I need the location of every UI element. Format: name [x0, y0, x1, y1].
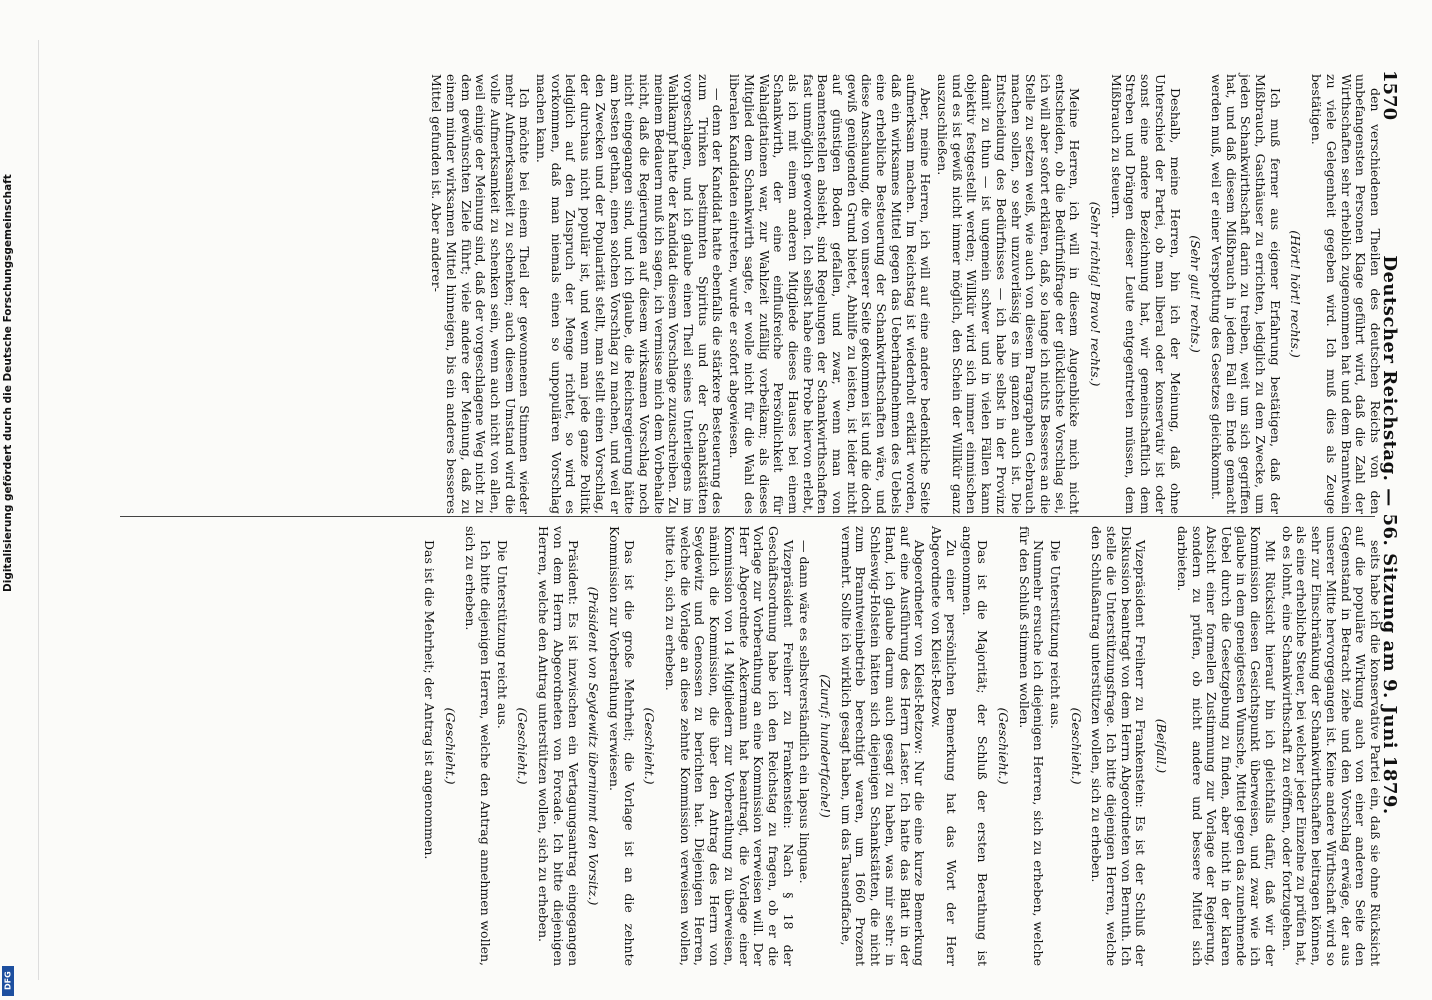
paragraph: Aber, meine Herren, ich will auf eine andere bedenkliche Seite aufmerksam machen. Im Reichstag ist wiederholt erklärt worden, daß ein wirksames Mittel gegen das Ueberhandnehmen des Uebels eine erhebliche Besteuerung der Schankwirthschaften wäre, und diese Anschauung, die von unserer Seite gekommen ist und die doch gewiß genügenden Grund bietet, Abhilfe zu leisten, ist leider nicht auf günstigen Boden gefallen, und zwar, wenn man von Beamtenstellen absieht, sind Regelungen der Schankwirthschaften fast unmöglich geworden. Ich selbst habe eine Probe hiervon erlebt, als ich mit einem anderen Mitgliede dieses Hauses bei einem Schankwirth, der eine einflußreiche Persönlichkeit für Wahlagitationen war, zur Wahlzeit zufällig vorbeikam; als dieses Mitglied dem Schankwirth sagte, er wolle nicht für die Wahl des liberalen Kandidaten eintreten, wurde er sofort abgewiesen.	[727, 74, 934, 514]
margin-rule	[38, 40, 39, 980]
paragraph: Vizepräsident Freiherr zu Frankenstein: Es ist der Schluß der Diskussion beantragt von dem Herrn Abgeordneten von Bernuth. Ich stelle die Unterstützungsfrage. Ich bitte diejenigen Herren, welche den Schlußantrag unterstützen wollen, sich zu erheben.	[1089, 526, 1149, 966]
paragraph: den verschiedenen Theilen des deutschen Reichs von den unbefangensten Personen Klage geführt wird, daß die Zahl der Wirthschaften sehr erheblich zugenommen hat und dem Branntwein zu viele Gelegenheit gegeben wird. Ich muß dies als Zeuge bestätigen.	[1309, 74, 1383, 514]
stage-direction: (Sehr richtig! Bravo! rechts.)	[1088, 201, 1104, 387]
stage-direction: (Geschieht.)	[1068, 707, 1084, 785]
paragraph: Präsident: Es ist inzwischen ein Vertagungsantrag eingegangen von dem Herrn Abgeordneten von Forcade. Ich bitte diejenigen Herren, welche den Antrag unterstützen wollen, sich zu erheben.	[536, 526, 581, 966]
paragraph: Mit Rücksicht hierauf bin ich gleichfalls dafür, daß wir der Kommission diesen Gesichtspunkt überweisen, und zwar wie ich glaube in dem geneigtesten Wunsche, Mittel gegen das zunehmende Uebel durch die Gesetzgebung zu finden, aber nicht in der klaren Absicht einer formellen Zustimmung zur Vorlage der Regierung, sondern zu prüfen, ob nicht andere und bessere Mittel sich darbieten.	[1174, 526, 1279, 966]
stage-direction: (Geschieht.)	[642, 707, 658, 785]
paragraph: Ich muß ferner aus eigener Erfahrung bestätigen, daß der Mißbrauch, Gasthäuser zu errichten, lediglich zu dem Zwecke, um jeden Schankwirthschaft darin zu treiben, weit um sich gegriffen hat, und daß diesem Mißbrauch in jedem Fall ein Ende gemacht werden muß, weil er einer Verspottung des Gesetzes gleichkommt.	[1208, 74, 1283, 514]
paragraph: Das ist die große Mehrheit; die Vorlage ist an die zehnte Kommission zur Vorberathung verwiesen.	[606, 526, 637, 966]
paragraph: Die Unterstützung reicht aus.	[494, 540, 510, 729]
text-column-left	[426, 74, 1382, 514]
paragraph: Das ist die Mehrheit; der Antrag ist angenommen.	[421, 540, 437, 860]
stage-direction: (Zuruf: hundertfache!)	[818, 674, 834, 818]
paragraph: — dann wäre es selbstverständlich ein lapsus linguae.	[797, 540, 813, 884]
paragraph: seits habe ich die konservative Partei ein, daß sie ohne Rücksicht auf die populäre Wirkung auch von einer anderen Seite den Gegenstand in Betracht ziehe und den Vorschlag erwäge, der aus unserer Mitte hervorgegangen ist. Keine andere Wirthschaft wird so sehr zur Einschränkung der Schankwirthschaften beitragen können, als eine erhebliche Steuer, bei welcher jeder Einzelne zu prüfen hat, ob es lohnt, eine Schankwirthschaft zu eröffnen, oder fortzugehen.	[1279, 526, 1383, 966]
paragraph: Abgeordneter von Kleist-Retzow: Nur die eine kurze Bemerkung auf eine Ausführung des Herrn Laster. Ich hatte das Blatt in der Hand, ich glaube darum auch gesagt zu haben, was mir sehr: in Schleswig-Holstein hätten sich diejenigen Schankstätten, die nicht zum Branntweinbetrieb berechtigt waren, um 1660 Prozent vermehrt. Sollte ich wirklich gesagt haben, um das Tausendfache,	[838, 526, 928, 966]
stage-direction: (Beifall.)	[1154, 718, 1170, 774]
stage-direction: (Geschieht.)	[442, 707, 458, 785]
running-head: Deutscher Reichstag. — 56. Sitzung am 9. Juni 1879.	[1379, 255, 1401, 815]
paragraph: Vizepräsident Freiherr zu Frankenstein: Nach § 18 der Geschäftsordnung habe ich den Reichstag zu fragen, ob er die Vorlage zur Vorberathung an eine Kommission verweisen will. Der Herr Abgeordnete Ackermann hat beantragt, die Vorlage einer Kommission von 14 Mitgliedern zur Vorberathung zu überweisen, nämlich die Kommission, die über den Antrag des Herrn von Seydewitz und Genossen zu berichten hat. Diejenigen Herren, welche die Vorlage an diese zehnte Kommission verweisen wollen, bitte ich, sich zu erheben.	[663, 526, 796, 966]
paragraph: Meine Herren, ich will in diesem Augenblicke mich nicht entscheiden, ob die Bedürfnißfrage der glücklichste Vorschlag sei, ich will aber sofort erklären, daß, so lange ich nichts Besseres an die Stelle zu setzen weiß, wie auch von diesem Paragraphen Gebrauch machen sollen, so sehr unzuverlässig es im ganzen auch ist. Die Entscheidung des Bedürfnisses — ich habe selbst in der Provinz damit zu thun — ist ungemein schwer und in vielen Fällen kann objektiv festgestellt werden; Willkür wird sich immer einmischen und es ist gewiß nicht immer möglich, den Schein der Willkür ganz auszuschließen.	[935, 74, 1083, 514]
paragraph: Nunmehr ersuche ich diejenigen Herren, sich zu erheben, welche für den Schluß stimmen wollen.	[1016, 526, 1047, 966]
stage-direction: (Sehr gut! rechts.)	[1188, 235, 1204, 353]
digitization-credit: Digitalisierung gefördert durch die Deutsche Forschungsgemeinschaft	[2, 174, 14, 592]
stage-direction: (Geschieht.)	[995, 707, 1011, 785]
stage-direction: (Geschieht.)	[515, 707, 531, 785]
paragraph: Ich möchte bei einem Theil der gewonnenen Stimmen wieder mehr Aufmerksamkeit zu schenken; auch diesem Umstand wird die volle Aufmerksamkeit zu schenken sein, wenn auch nicht von allen, weil einige der Meinung sind, daß der vorgeschlagene Weg nicht zu dem gewünschten Ziele führt; viele andere der Meinung, daß zu einem minder wirksamen Mittel hinneigen, bis ein anderes besseres Mittel gefunden ist. Aber anderer-	[429, 74, 533, 514]
paragraph: Zu einer persönlichen Bemerkung hat das Wort der Herr Abgeordnete von Kleist-Retzow.	[929, 526, 959, 966]
dfg-logo: DFG	[2, 966, 14, 996]
paragraph: Die Unterstützung reicht aus.	[1047, 540, 1063, 729]
stage-direction: (Präsident von Seydewitz übernimmt den Vorsitz.)	[586, 586, 602, 906]
page-number: 1570	[1379, 70, 1401, 121]
paragraph: Ich bitte diejenigen Herren, welche den Antrag annehmen wollen, sich zu erheben.	[463, 526, 494, 966]
paragraph: — denn der Kandidat hatte ebenfalls die stärkere Besteuerung des zum Trinken bestimmten Spiritus und der Schankstätten vorgeschlagen, und ich glaube einen Theil seines Unterliegens im Wahlkampf hatte der Kandidat diesem Vorschlage zuzuschreiben. Zu meinem Bedauern muß ich sagen, ich vermisse mich dem Vorbehalte nicht, daß die Regierungen auf diesem wirksamen Vorschlag noch nicht eingegangen sind, und ich glaube, die Reichsregierung hätte am besten gethan, einen solchen Vorschlag zu machen, und weil er den Zwecken und der Popularität stellt, man stellt einen Vorschlag, der durchaus nicht populär ist, und wenn man jede ganze Politik lediglich auf den Zuspruch der Menge richtet, so wird es vorkommen, daß man niemals einen so unpopulären Vorschlag machen kann.	[534, 74, 726, 514]
paragraph: Das ist die Majorität; der Schluß der ersten Berathung ist angenommen.	[960, 526, 991, 966]
column-divider	[120, 516, 1375, 517]
text-column-right	[419, 526, 1382, 966]
paragraph: Deshalb, meine Herren, bin ich der Meinung, daß ohne Unterschied der Partei, ob man liberal oder konservativ ist oder sonst eine andere Bezeichnung hat, wir gemeinschaftlich dem Streben und Drängen dieser Leute entgegentreten müssen, dem Mißbrauch zu steuern.	[1108, 74, 1183, 514]
stage-direction: (Hört! hört! rechts.)	[1288, 230, 1304, 358]
